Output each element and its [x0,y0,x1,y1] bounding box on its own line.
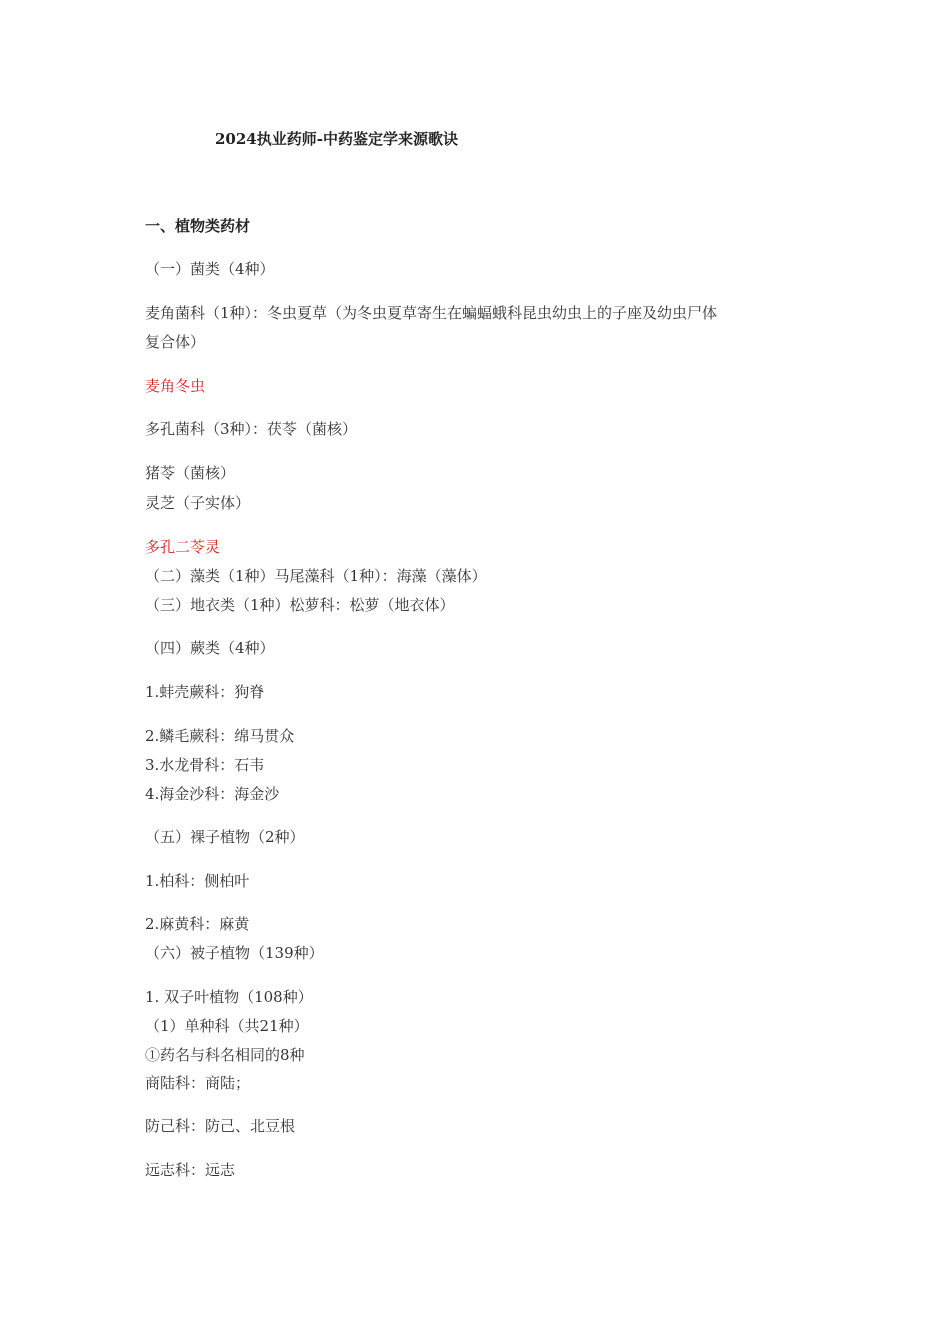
subheading-ferns: （四）蕨类（4种） [145,639,275,657]
subheading-fungi: （一）菌类（4种） [145,260,275,278]
subheading-angiosperms: （六）被子植物（139种） [145,944,324,962]
text-line: （1）单种科（共21种） [145,1017,309,1035]
text-line: 麦角菌科（1种）：冬虫夏草（为冬虫夏草寄生在蝙蝠蛾科昆虫幼虫上的子座及幼虫尸体 [145,304,718,322]
list-item: 1.蚌壳蕨科：狗脊 [145,683,265,701]
subheading-lichens: （三）地衣类（1种）松萝科：松萝（地衣体） [145,596,455,614]
list-item: 防己科：防己、北豆根 [145,1117,296,1135]
list-item: 3.水龙骨科：石韦 [145,756,265,774]
mnemonic-line: 麦角冬虫 [145,377,206,395]
text-line: ①药名与科名相同的8种 [145,1046,305,1064]
text-line: 多孔菌科（3种）：茯苓（菌核） [145,420,358,438]
text-line: 1. 双子叶植物（108种） [145,988,313,1006]
subheading-algae: （二）藻类（1种）马尾藻科（1种）：海藻（藻体） [145,567,487,585]
mnemonic-line: 多孔二苓灵 [145,538,221,556]
list-item: 1.柏科：侧柏叶 [145,872,250,890]
list-item: 远志科：远志 [145,1161,236,1179]
list-item: 4.海金沙科：海金沙 [145,785,280,803]
list-item: 2.鳞毛蕨科：绵马贯众 [145,727,295,745]
text-line: 灵芝（子实体） [145,494,251,512]
subheading-gymnosperms: （五）裸子植物（2种） [145,828,305,846]
list-item: 2.麻黄科：麻黄 [145,915,250,933]
page-title: 2024执业药师-中药鉴定学来源歌诀 [215,130,458,148]
text-line: 复合体） [145,333,206,351]
text-line: 猪苓（菌核） [145,464,236,482]
list-item: 商陆科：商陆； [145,1074,251,1092]
section-heading-plants: 一、植物类药材 [145,217,251,235]
